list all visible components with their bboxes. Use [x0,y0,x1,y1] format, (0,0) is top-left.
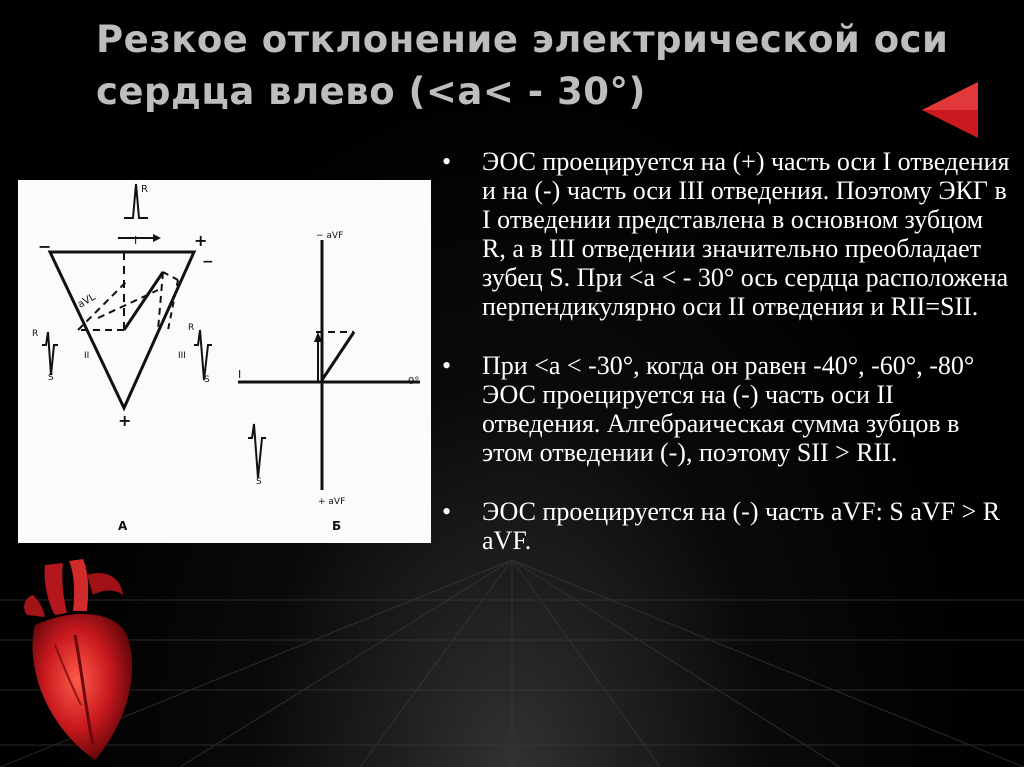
label-panel-a: A [118,519,128,533]
slide-title [96,14,956,118]
bullet-marker: • [442,351,452,380]
bullet-text: При <a < -30°, когда он равен -40°, -60°, -80° ЭОС проецируется на (-) часть оси II отведения. Алгебраическая сумма зубцов в этом отведении (-), поэтому SII > RII. [482,351,975,467]
triangle-arrow-icon [918,80,980,140]
bullet-marker: • [442,497,452,526]
label-minus-avf: − aVF [316,231,344,241]
label-lead-i: I [134,234,138,247]
ecg-axis-diagram [18,180,431,543]
label-s-left: S [48,373,54,383]
title-line-1: Резкое отклонение электрической оси [96,18,949,61]
label-panel-b: Б [332,519,342,533]
label-plus-bottom: + [118,411,132,430]
title-line-2: сердца влево (<a< - 30°) [96,70,646,113]
bullet-text: ЭОС проецируется на (+) часть оси I отведения и на (-) часть оси III отведения. Поэтому ЭКГ в I отведении представлена в основном зубцом R, а в III отведении значительно преобладает зубец S. При <a < - 30° ось сердца расположена перпендикулярно оси II отведения и RII=SII. [482,147,1010,321]
heart-illustration [15,555,145,765]
bullet-item [440,351,1010,467]
bullet-list [440,147,1010,585]
bullet-marker: • [442,147,452,176]
label-r-right: R [188,323,195,333]
label-axis-zero: 0° [408,376,420,387]
label-plus-right: + [194,231,208,250]
label-r-left: R [32,329,39,339]
einthoven-triangle [50,234,194,408]
bullet-item [440,147,1010,321]
label-avl: aVL [76,291,98,311]
ecg-lead-iii-small [194,330,212,380]
label-s-right: S [204,375,210,385]
label-axis-i: I [238,368,242,381]
label-minus-right: − [202,254,214,270]
ecg-avf-small [248,424,266,478]
ecg-lead-ii-small [42,332,58,375]
label-r-top: R [141,184,148,195]
axis-system [238,240,420,490]
label-plus-avf: + aVF [318,497,346,507]
label-lead-iii: III [178,351,186,361]
label-minus-left: − [38,237,52,256]
bullet-text: ЭОС проецируется на (-) часть aVF: S aVF > R aVF. [482,497,1001,555]
label-lead-ii: II [84,351,90,361]
bullet-item [440,497,1010,555]
label-s-lower: S [256,477,262,487]
